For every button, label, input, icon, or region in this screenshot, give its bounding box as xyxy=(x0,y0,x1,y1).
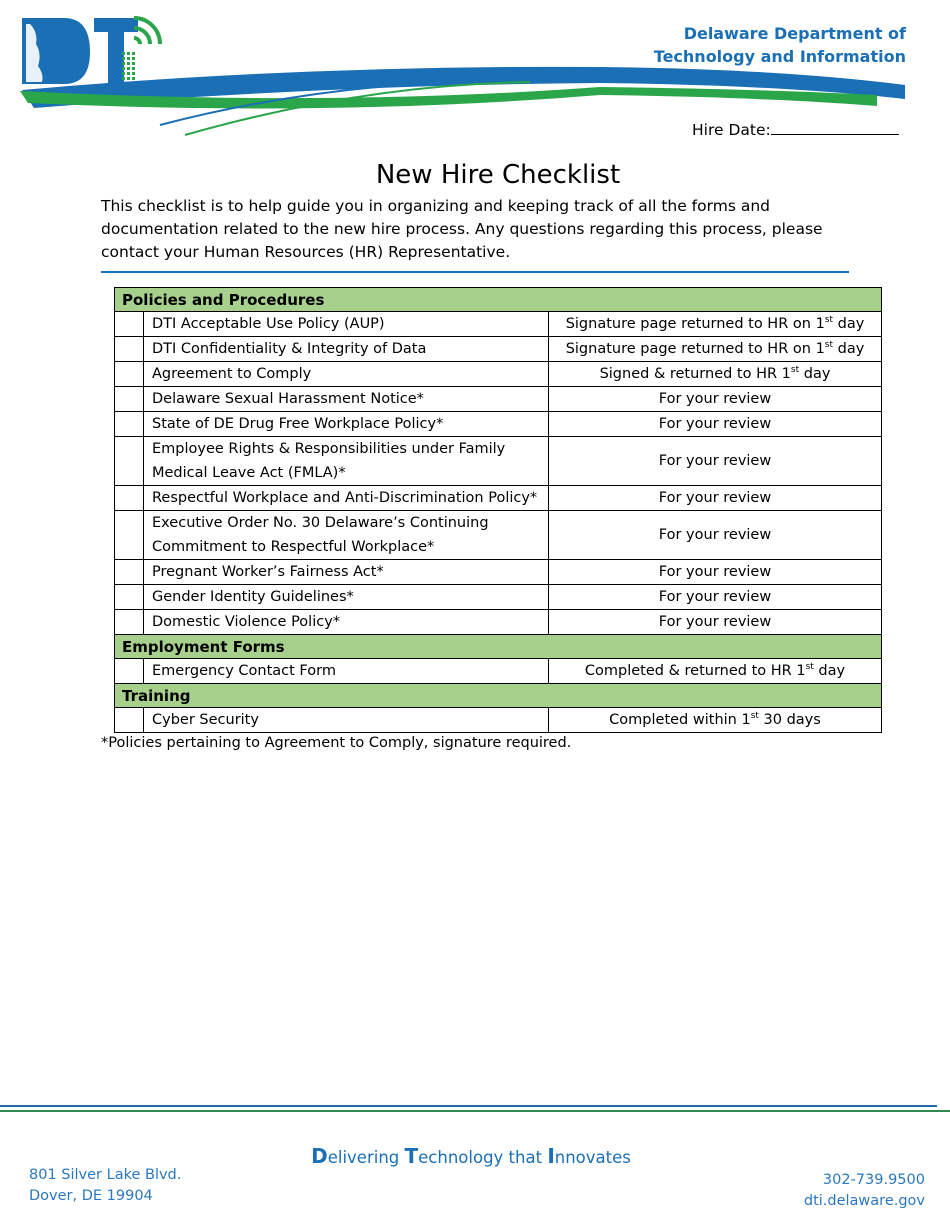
checklist-row xyxy=(115,560,882,585)
footer-divider-green xyxy=(0,1110,950,1112)
status-text: Completed within 1 xyxy=(609,712,751,728)
checklist-item: Respectful Workplace and Anti-Discrimination Policy* xyxy=(144,486,549,511)
tagline-word-2: echnology that xyxy=(418,1148,548,1167)
footer-address xyxy=(29,1165,181,1207)
checklist-item: Pregnant Worker’s Fairness Act* xyxy=(144,560,549,585)
tagline-initial-d: D xyxy=(311,1144,328,1168)
checklist-item: Emergency Contact Form xyxy=(144,659,549,684)
ordinal-suffix: st xyxy=(750,711,759,722)
checklist-status xyxy=(549,486,882,511)
intro-paragraph: This checklist is to help guide you in organizing and keeping track of all the forms and documentation related to the new hire process. Any questions regarding this process, please contact your Human Resources (HR) Representative. xyxy=(101,197,823,261)
tagline-initial-i: I xyxy=(547,1144,555,1168)
address-street: 801 Silver Lake Blvd. xyxy=(29,1167,182,1183)
checklist-row xyxy=(115,610,882,635)
checklist-status xyxy=(549,585,882,610)
checkbox-cell[interactable] xyxy=(115,708,144,733)
status-text-end: 30 days xyxy=(758,712,821,728)
status-text: Signature page returned to HR on 1 xyxy=(565,341,825,357)
section-title: Policies and Procedures xyxy=(115,288,882,312)
org-name-line2: Technology and Information xyxy=(653,47,906,66)
checklist-status xyxy=(549,708,882,733)
checkbox-cell[interactable] xyxy=(115,362,144,387)
hire-date-blank[interactable] xyxy=(771,118,899,135)
section-header xyxy=(115,288,882,312)
checklist-status xyxy=(549,511,882,560)
checklist-row xyxy=(115,437,882,486)
intro-divider xyxy=(101,271,849,273)
checklist-status xyxy=(549,337,882,362)
tagline-word-1: elivering xyxy=(327,1148,405,1167)
status-text: For your review xyxy=(658,391,772,407)
organization-name xyxy=(654,22,906,68)
checklist-item: Executive Order No. 30 Delaware’s Continuing Commitment to Respectful Workplace* xyxy=(144,511,549,560)
status-text: For your review xyxy=(658,416,772,432)
checkbox-cell[interactable] xyxy=(115,486,144,511)
org-name-line1: Delaware Department of xyxy=(683,24,906,43)
checklist-status xyxy=(549,312,882,337)
checkbox-cell[interactable] xyxy=(115,312,144,337)
status-text: Signature page returned to HR on 1 xyxy=(565,316,825,332)
section-title: Employment Forms xyxy=(115,635,882,659)
checklist-item: Agreement to Comply xyxy=(144,362,549,387)
checklist-item: Delaware Sexual Harassment Notice* xyxy=(144,387,549,412)
status-text: For your review xyxy=(658,490,772,506)
checkbox-cell[interactable] xyxy=(115,659,144,684)
checklist-status xyxy=(549,610,882,635)
ordinal-suffix: st xyxy=(790,365,800,376)
status-text: For your review xyxy=(658,527,772,543)
checkbox-cell[interactable] xyxy=(115,560,144,585)
checkbox-cell[interactable] xyxy=(115,337,144,362)
checklist-item: Cyber Security xyxy=(144,708,549,733)
footer-phone: 302-739.9500 xyxy=(822,1172,925,1188)
checklist-table xyxy=(114,287,882,733)
ordinal-suffix: st xyxy=(824,315,834,326)
checkbox-cell[interactable] xyxy=(115,387,144,412)
checklist-row xyxy=(115,337,882,362)
status-text: For your review xyxy=(658,564,772,580)
checklist-status xyxy=(549,412,882,437)
status-text-end: day xyxy=(833,316,865,332)
hire-date-field[interactable] xyxy=(692,118,899,139)
checklist-row xyxy=(115,312,882,337)
checklist-row xyxy=(115,659,882,684)
ordinal-suffix: st xyxy=(805,662,814,673)
footer-website[interactable]: dti.delaware.gov xyxy=(803,1193,925,1209)
address-city: Dover, DE 19904 xyxy=(29,1188,153,1204)
checkbox-cell[interactable] xyxy=(115,610,144,635)
status-text: Completed & returned to HR 1 xyxy=(584,663,806,679)
status-text: For your review xyxy=(658,453,772,469)
checkbox-cell[interactable] xyxy=(115,437,144,486)
checklist-item: Employee Rights & Responsibilities under Family Medical Leave Act (FMLA)* xyxy=(144,437,549,486)
hire-date-label: Hire Date: xyxy=(692,121,771,139)
status-text-end: day xyxy=(833,341,865,357)
footer-divider-blue xyxy=(0,1105,937,1107)
footer-contact xyxy=(804,1170,925,1212)
checklist-row xyxy=(115,708,882,733)
checklist-item: Domestic Violence Policy* xyxy=(144,610,549,635)
checklist-status xyxy=(549,362,882,387)
section-header xyxy=(115,635,882,659)
checkbox-cell[interactable] xyxy=(115,585,144,610)
checklist-status xyxy=(549,437,882,486)
checklist-item: DTI Acceptable Use Policy (AUP) xyxy=(144,312,549,337)
status-text-end: day xyxy=(799,366,831,382)
status-text-end: day xyxy=(813,663,846,679)
checklist-row xyxy=(115,362,882,387)
checkbox-cell[interactable] xyxy=(115,412,144,437)
checklist-row xyxy=(115,412,882,437)
section-header xyxy=(115,684,882,708)
checkbox-cell[interactable] xyxy=(115,511,144,560)
section-title: Training xyxy=(115,684,882,708)
checklist-row xyxy=(115,486,882,511)
ordinal-suffix: st xyxy=(824,340,834,351)
tagline-word-3: nnovates xyxy=(554,1148,631,1167)
status-text: Signed & returned to HR 1 xyxy=(599,366,791,382)
checklist-item: DTI Confidentiality & Integrity of Data xyxy=(144,337,549,362)
checklist-row xyxy=(115,585,882,610)
checklist-row xyxy=(115,387,882,412)
footnote: *Policies pertaining to Agreement to Comply, signature required. xyxy=(101,735,572,751)
status-text: For your review xyxy=(658,589,772,605)
checklist-item: Gender Identity Guidelines* xyxy=(144,585,549,610)
status-text: For your review xyxy=(658,614,772,630)
tagline-initial-t: T xyxy=(404,1144,419,1168)
checklist-status xyxy=(549,560,882,585)
page-title: New Hire Checklist xyxy=(375,160,621,190)
checklist-item: State of DE Drug Free Workplace Policy* xyxy=(144,412,549,437)
checklist-status xyxy=(549,659,882,684)
checklist-row xyxy=(115,511,882,560)
checklist-status xyxy=(549,387,882,412)
